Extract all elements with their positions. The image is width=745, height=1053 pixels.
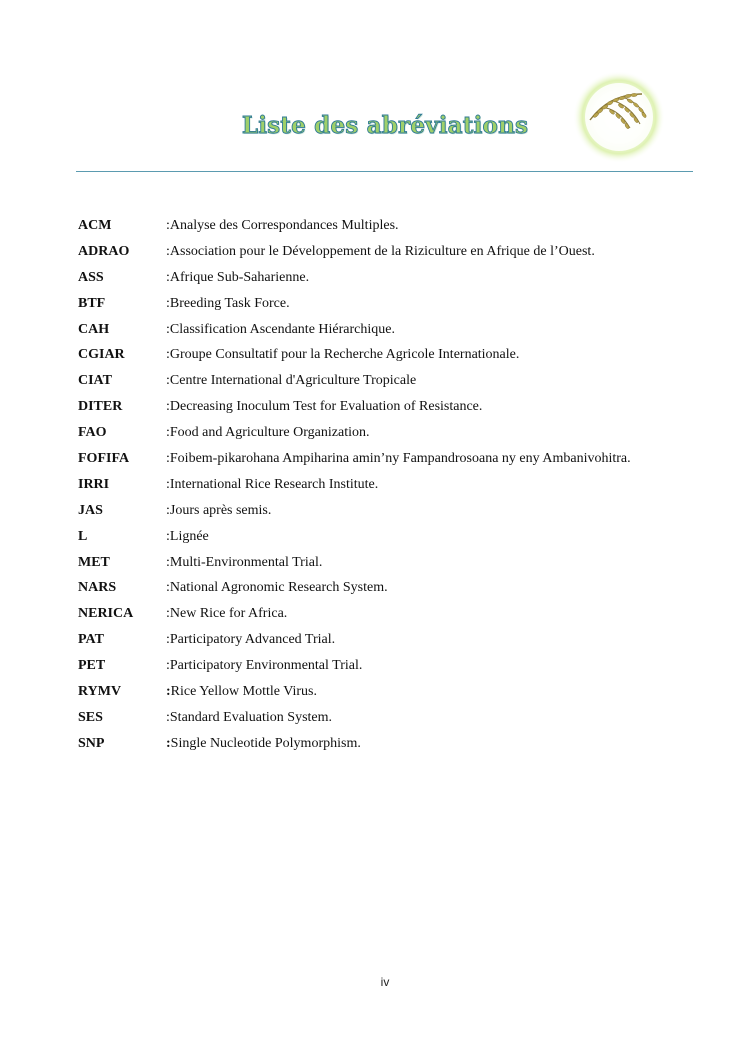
abbreviation-row bbox=[78, 705, 698, 731]
abbreviation-code: SES bbox=[78, 709, 103, 725]
abbreviation-separator: : bbox=[166, 580, 170, 596]
abbreviation-separator: : bbox=[166, 399, 170, 415]
abbreviation-separator: : bbox=[166, 502, 170, 518]
abbreviation-definition: Lignée bbox=[169, 528, 209, 544]
abbreviation-row bbox=[78, 550, 698, 576]
abbreviation-row bbox=[78, 239, 698, 265]
abbreviation-definition: National Agronomic Research System. bbox=[169, 580, 388, 596]
abbreviation-code: ASS bbox=[78, 269, 104, 285]
abbreviation-list bbox=[78, 213, 698, 757]
abbreviation-separator: : bbox=[166, 554, 170, 570]
abbreviation-row bbox=[78, 317, 698, 343]
abbreviation-definition: Analyse des Correspondances Multiples. bbox=[169, 217, 399, 233]
abbreviation-code: L bbox=[78, 528, 88, 544]
abbreviation-separator: : bbox=[166, 528, 170, 544]
abbreviation-code: MET bbox=[78, 554, 110, 570]
abbreviation-separator: : bbox=[166, 683, 171, 699]
abbreviation-definition: Foibem-pikarohana Ampiharina amin’ny Fampandrosoana ny eny Ambanivohitra. bbox=[169, 450, 631, 466]
abbreviation-row bbox=[78, 446, 698, 472]
page-title: Liste des abréviations bbox=[241, 112, 529, 139]
abbreviation-separator: : bbox=[166, 450, 170, 466]
abbreviation-separator: : bbox=[166, 217, 170, 233]
abbreviation-separator: : bbox=[166, 476, 170, 492]
abbreviation-row bbox=[78, 265, 698, 291]
abbreviation-code: NERICA bbox=[78, 606, 134, 622]
abbreviation-row bbox=[78, 394, 698, 420]
abbreviation-separator: : bbox=[166, 658, 170, 674]
abbreviation-code: FAO bbox=[78, 425, 107, 441]
abbreviation-definition: Single Nucleotide Polymorphism. bbox=[170, 735, 361, 751]
abbreviation-separator: : bbox=[166, 321, 170, 337]
abbreviation-code: JAS bbox=[78, 502, 103, 518]
abbreviation-row bbox=[78, 679, 698, 705]
abbreviation-separator: : bbox=[166, 269, 170, 285]
abbreviation-definition: Rice Yellow Mottle Virus. bbox=[170, 683, 317, 699]
abbreviation-code: CIAT bbox=[78, 373, 112, 389]
abbreviation-definition: Groupe Consultatif pour la Recherche Agricole Internationale. bbox=[169, 347, 520, 363]
abbreviation-code: IRRI bbox=[78, 476, 110, 492]
page-number: iv bbox=[380, 975, 390, 989]
abbreviation-row bbox=[78, 575, 698, 601]
abbreviation-definition: New Rice for Africa. bbox=[169, 606, 288, 622]
abbreviation-separator: : bbox=[166, 606, 170, 622]
abbreviation-separator: : bbox=[166, 295, 170, 311]
header-divider bbox=[76, 171, 693, 172]
abbreviation-row bbox=[78, 291, 698, 317]
abbreviation-separator: : bbox=[166, 709, 170, 725]
rice-panicle-icon bbox=[572, 70, 666, 164]
abbreviation-definition: Multi-Environmental Trial. bbox=[169, 554, 323, 570]
abbreviation-row bbox=[78, 420, 698, 446]
abbreviation-row bbox=[78, 342, 698, 368]
abbreviation-separator: : bbox=[166, 373, 170, 389]
abbreviation-separator: : bbox=[166, 243, 170, 259]
abbreviation-row bbox=[78, 601, 698, 627]
abbreviation-row bbox=[78, 524, 698, 550]
abbreviation-code: ACM bbox=[78, 217, 112, 233]
abbreviation-row bbox=[78, 653, 698, 679]
abbreviation-separator: : bbox=[166, 425, 170, 441]
abbreviation-definition: Standard Evaluation System. bbox=[169, 709, 333, 725]
abbreviation-row bbox=[78, 368, 698, 394]
abbreviation-code: RYMV bbox=[78, 683, 122, 699]
abbreviation-code: PET bbox=[78, 658, 106, 674]
abbreviation-row bbox=[78, 472, 698, 498]
abbreviation-definition: International Rice Research Institute. bbox=[169, 476, 379, 492]
abbreviation-definition: Participatory Environmental Trial. bbox=[169, 658, 363, 674]
abbreviation-code: ADRAO bbox=[78, 243, 130, 259]
abbreviation-definition: Food and Agriculture Organization. bbox=[169, 425, 370, 441]
abbreviation-row bbox=[78, 213, 698, 239]
abbreviation-definition: Breeding Task Force. bbox=[169, 295, 290, 311]
abbreviation-code: FOFIFA bbox=[78, 450, 130, 466]
abbreviation-code: CGIAR bbox=[78, 347, 125, 363]
abbreviation-row bbox=[78, 498, 698, 524]
abbreviation-separator: : bbox=[166, 632, 170, 648]
abbreviation-row bbox=[78, 627, 698, 653]
abbreviation-code: BTF bbox=[78, 295, 106, 311]
abbreviation-definition: Association pour le Développement de la Riziculture en Afrique de l’Ouest. bbox=[169, 243, 595, 259]
abbreviation-definition: Decreasing Inoculum Test for Evaluation of Resistance. bbox=[169, 399, 483, 415]
abbreviation-separator: : bbox=[166, 735, 171, 751]
abbreviation-code: CAH bbox=[78, 321, 110, 337]
abbreviation-separator: : bbox=[166, 347, 170, 363]
abbreviation-definition: Centre International d'Agriculture Tropicale bbox=[169, 373, 417, 389]
abbreviation-definition: Jours après semis. bbox=[169, 502, 272, 518]
abbreviation-code: SNP bbox=[78, 735, 105, 751]
abbreviation-row bbox=[78, 731, 698, 757]
abbreviation-code: PAT bbox=[78, 632, 104, 648]
abbreviation-definition: Participatory Advanced Trial. bbox=[169, 632, 336, 648]
abbreviation-definition: Afrique Sub-Saharienne. bbox=[169, 269, 310, 285]
abbreviation-definition: Classification Ascendante Hiérarchique. bbox=[169, 321, 395, 337]
abbreviation-code: NARS bbox=[78, 580, 117, 596]
abbreviation-code: DITER bbox=[78, 399, 123, 415]
